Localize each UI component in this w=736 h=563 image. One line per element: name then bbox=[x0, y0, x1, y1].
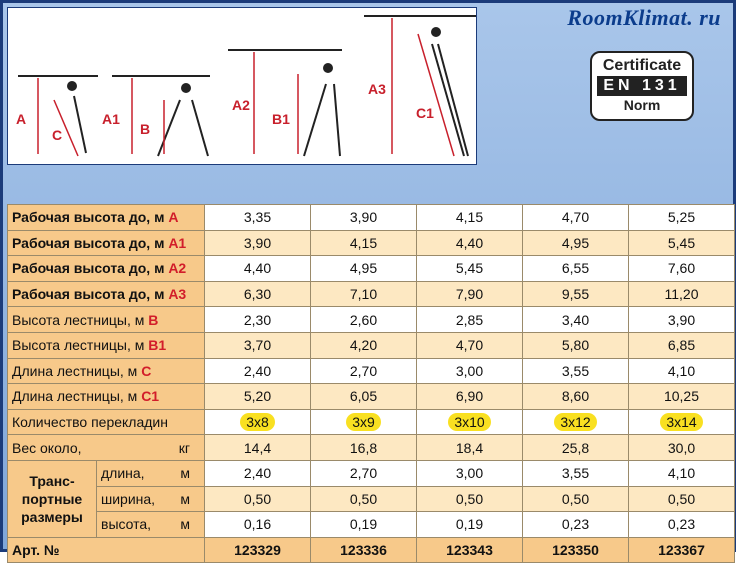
row-label bbox=[8, 256, 205, 282]
table-row bbox=[8, 512, 735, 538]
row-label bbox=[8, 230, 205, 256]
table-cell: 3,90 bbox=[311, 205, 417, 231]
table-row bbox=[8, 281, 735, 307]
ladder-diagram-svg bbox=[8, 8, 476, 164]
transport-label-text: ширина, bbox=[101, 490, 156, 507]
table-cell: 2,40 bbox=[205, 358, 311, 384]
table-cell: 0,50 bbox=[629, 486, 735, 512]
table-cell: 3,55 bbox=[523, 358, 629, 384]
table-cell: 5,25 bbox=[629, 205, 735, 231]
table-cell: 6,55 bbox=[523, 256, 629, 282]
table-cell: 3,90 bbox=[205, 230, 311, 256]
transport-sub-label bbox=[97, 460, 205, 486]
table-cell: 25,8 bbox=[523, 435, 629, 461]
table-cell: 9,55 bbox=[523, 281, 629, 307]
article-number: 123350 bbox=[523, 537, 629, 563]
row-label-text: Рабочая высота до, м bbox=[12, 209, 165, 226]
row-code: C1 bbox=[141, 388, 160, 405]
row-label bbox=[8, 307, 205, 333]
article-number: 123367 bbox=[629, 537, 735, 563]
table-cell: 4,95 bbox=[523, 230, 629, 256]
table-cell: 4,70 bbox=[523, 205, 629, 231]
row-label-text: Количество перекладин bbox=[12, 414, 168, 431]
article-number: 123336 bbox=[311, 537, 417, 563]
table-cell: 11,20 bbox=[629, 281, 735, 307]
row-label-text: Рабочая высота до, м bbox=[12, 234, 165, 251]
article-number: 123329 bbox=[205, 537, 311, 563]
row-label bbox=[8, 332, 205, 358]
ladder-diagram bbox=[7, 7, 477, 165]
table-cell: 18,4 bbox=[417, 435, 523, 461]
table-cell: 0,19 bbox=[311, 512, 417, 538]
transport-unit: м bbox=[180, 490, 190, 507]
transport-unit: м bbox=[180, 465, 190, 482]
table-cell: 4,15 bbox=[311, 230, 417, 256]
row-code: B bbox=[148, 311, 159, 328]
rung-count: 3x14 bbox=[660, 413, 702, 431]
table-cell: 3,00 bbox=[417, 460, 523, 486]
article-row bbox=[8, 537, 735, 563]
table-cell: 0,50 bbox=[205, 486, 311, 512]
table-cell: 3,90 bbox=[629, 307, 735, 333]
transport-sub-label bbox=[97, 512, 205, 538]
diagram-label-c: C bbox=[52, 127, 63, 143]
diagram-label-a2: A2 bbox=[232, 97, 250, 113]
row-label-text: Рабочая высота до, м bbox=[12, 286, 165, 303]
table-row bbox=[8, 435, 735, 461]
table-cell: 4,10 bbox=[629, 460, 735, 486]
row-code: C bbox=[141, 362, 152, 379]
row-code: A2 bbox=[168, 260, 187, 277]
transport-label-text: высота, bbox=[101, 516, 152, 533]
table-cell: 0,23 bbox=[629, 512, 735, 538]
table-cell: 0,16 bbox=[205, 512, 311, 538]
table-cell: 2,30 bbox=[205, 307, 311, 333]
row-code: B1 bbox=[148, 337, 167, 354]
table-cell: 30,0 bbox=[629, 435, 735, 461]
site-logo: RoomKlimat. ru bbox=[567, 5, 721, 30]
table-cell: 7,10 bbox=[311, 281, 417, 307]
table-cell: 8,60 bbox=[523, 384, 629, 410]
table-cell: 14,4 bbox=[205, 435, 311, 461]
diagram-label-b: B bbox=[140, 121, 151, 137]
table-cell: 7,90 bbox=[417, 281, 523, 307]
rung-count: 3x9 bbox=[346, 413, 381, 431]
table-cell: 6,90 bbox=[417, 384, 523, 410]
table-cell: 4,15 bbox=[417, 205, 523, 231]
row-label-text: Длина лестницы, м bbox=[12, 388, 138, 405]
row-label bbox=[8, 281, 205, 307]
table-row bbox=[8, 409, 735, 435]
diagram-label-a1: A1 bbox=[102, 111, 120, 127]
row-unit: кг bbox=[178, 439, 190, 456]
certificate-line2: EN 131 bbox=[597, 76, 686, 96]
table-cell bbox=[417, 409, 523, 435]
row-label bbox=[8, 435, 205, 461]
table-cell: 3,55 bbox=[523, 460, 629, 486]
table-cell: 3,70 bbox=[205, 332, 311, 358]
row-label bbox=[8, 384, 205, 410]
table-cell: 0,19 bbox=[417, 512, 523, 538]
row-label bbox=[8, 409, 205, 435]
table-cell: 2,70 bbox=[311, 358, 417, 384]
table-cell: 16,8 bbox=[311, 435, 417, 461]
table-row bbox=[8, 307, 735, 333]
table-cell: 3,35 bbox=[205, 205, 311, 231]
table-cell: 7,60 bbox=[629, 256, 735, 282]
rung-count: 3x12 bbox=[554, 413, 596, 431]
table-cell bbox=[205, 409, 311, 435]
table-cell: 2,40 bbox=[205, 460, 311, 486]
row-label bbox=[8, 358, 205, 384]
table-row bbox=[8, 332, 735, 358]
certificate-badge bbox=[590, 51, 694, 121]
diagram-label-b1: B1 bbox=[272, 111, 290, 127]
certificate-line1: Certificate bbox=[602, 57, 682, 74]
table-row bbox=[8, 230, 735, 256]
table-cell: 5,80 bbox=[523, 332, 629, 358]
table-row bbox=[8, 460, 735, 486]
row-code: A bbox=[168, 209, 179, 226]
table-cell: 10,25 bbox=[629, 384, 735, 410]
table-cell: 4,40 bbox=[205, 256, 311, 282]
table-cell: 4,20 bbox=[311, 332, 417, 358]
specs-table bbox=[7, 204, 735, 563]
row-label-text: Высота лестницы, м bbox=[12, 311, 145, 328]
table-cell: 3,40 bbox=[523, 307, 629, 333]
row-label bbox=[8, 205, 205, 231]
table-cell: 2,85 bbox=[417, 307, 523, 333]
table-row bbox=[8, 486, 735, 512]
table-cell: 4,10 bbox=[629, 358, 735, 384]
rung-count: 3x8 bbox=[240, 413, 275, 431]
certificate-line3: Norm bbox=[623, 97, 661, 113]
table-row bbox=[8, 256, 735, 282]
table-cell: 6,85 bbox=[629, 332, 735, 358]
table-row bbox=[8, 358, 735, 384]
diagram-label-c1: C1 bbox=[416, 105, 434, 121]
row-code: A3 bbox=[168, 286, 187, 303]
row-label-text: Рабочая высота до, м bbox=[12, 260, 165, 277]
transport-label-text: длина, bbox=[101, 465, 145, 482]
row-label-text: Вес около, bbox=[12, 439, 82, 456]
transport-sub-label bbox=[97, 486, 205, 512]
table-cell: 4,40 bbox=[417, 230, 523, 256]
row-code: A1 bbox=[168, 234, 187, 251]
table-cell: 3,00 bbox=[417, 358, 523, 384]
article-number: 123343 bbox=[417, 537, 523, 563]
table-cell: 5,20 bbox=[205, 384, 311, 410]
row-label-text: Высота лестницы, м bbox=[12, 337, 145, 354]
table-cell: 6,05 bbox=[311, 384, 417, 410]
table-cell: 5,45 bbox=[417, 256, 523, 282]
table-cell: 6,30 bbox=[205, 281, 311, 307]
table-cell: 5,45 bbox=[629, 230, 735, 256]
row-label-text: Длина лестницы, м bbox=[12, 362, 138, 379]
table-cell: 0,50 bbox=[523, 486, 629, 512]
diagram-label-a: A bbox=[16, 111, 27, 127]
table-cell: 2,70 bbox=[311, 460, 417, 486]
diagram-label-a3: A3 bbox=[368, 81, 386, 97]
rung-count: 3x10 bbox=[448, 413, 490, 431]
table-cell bbox=[629, 409, 735, 435]
table-cell: 0,50 bbox=[311, 486, 417, 512]
table-cell: 0,23 bbox=[523, 512, 629, 538]
table-row bbox=[8, 205, 735, 231]
table-cell: 4,70 bbox=[417, 332, 523, 358]
table-cell bbox=[523, 409, 629, 435]
article-label: Арт. № bbox=[8, 537, 205, 563]
table-cell: 2,60 bbox=[311, 307, 417, 333]
table-cell: 0,50 bbox=[417, 486, 523, 512]
table-cell bbox=[311, 409, 417, 435]
table-row bbox=[8, 384, 735, 410]
transport-unit: м bbox=[180, 516, 190, 533]
table-cell: 4,95 bbox=[311, 256, 417, 282]
transport-heading: Транс- портные размеры bbox=[8, 460, 97, 537]
